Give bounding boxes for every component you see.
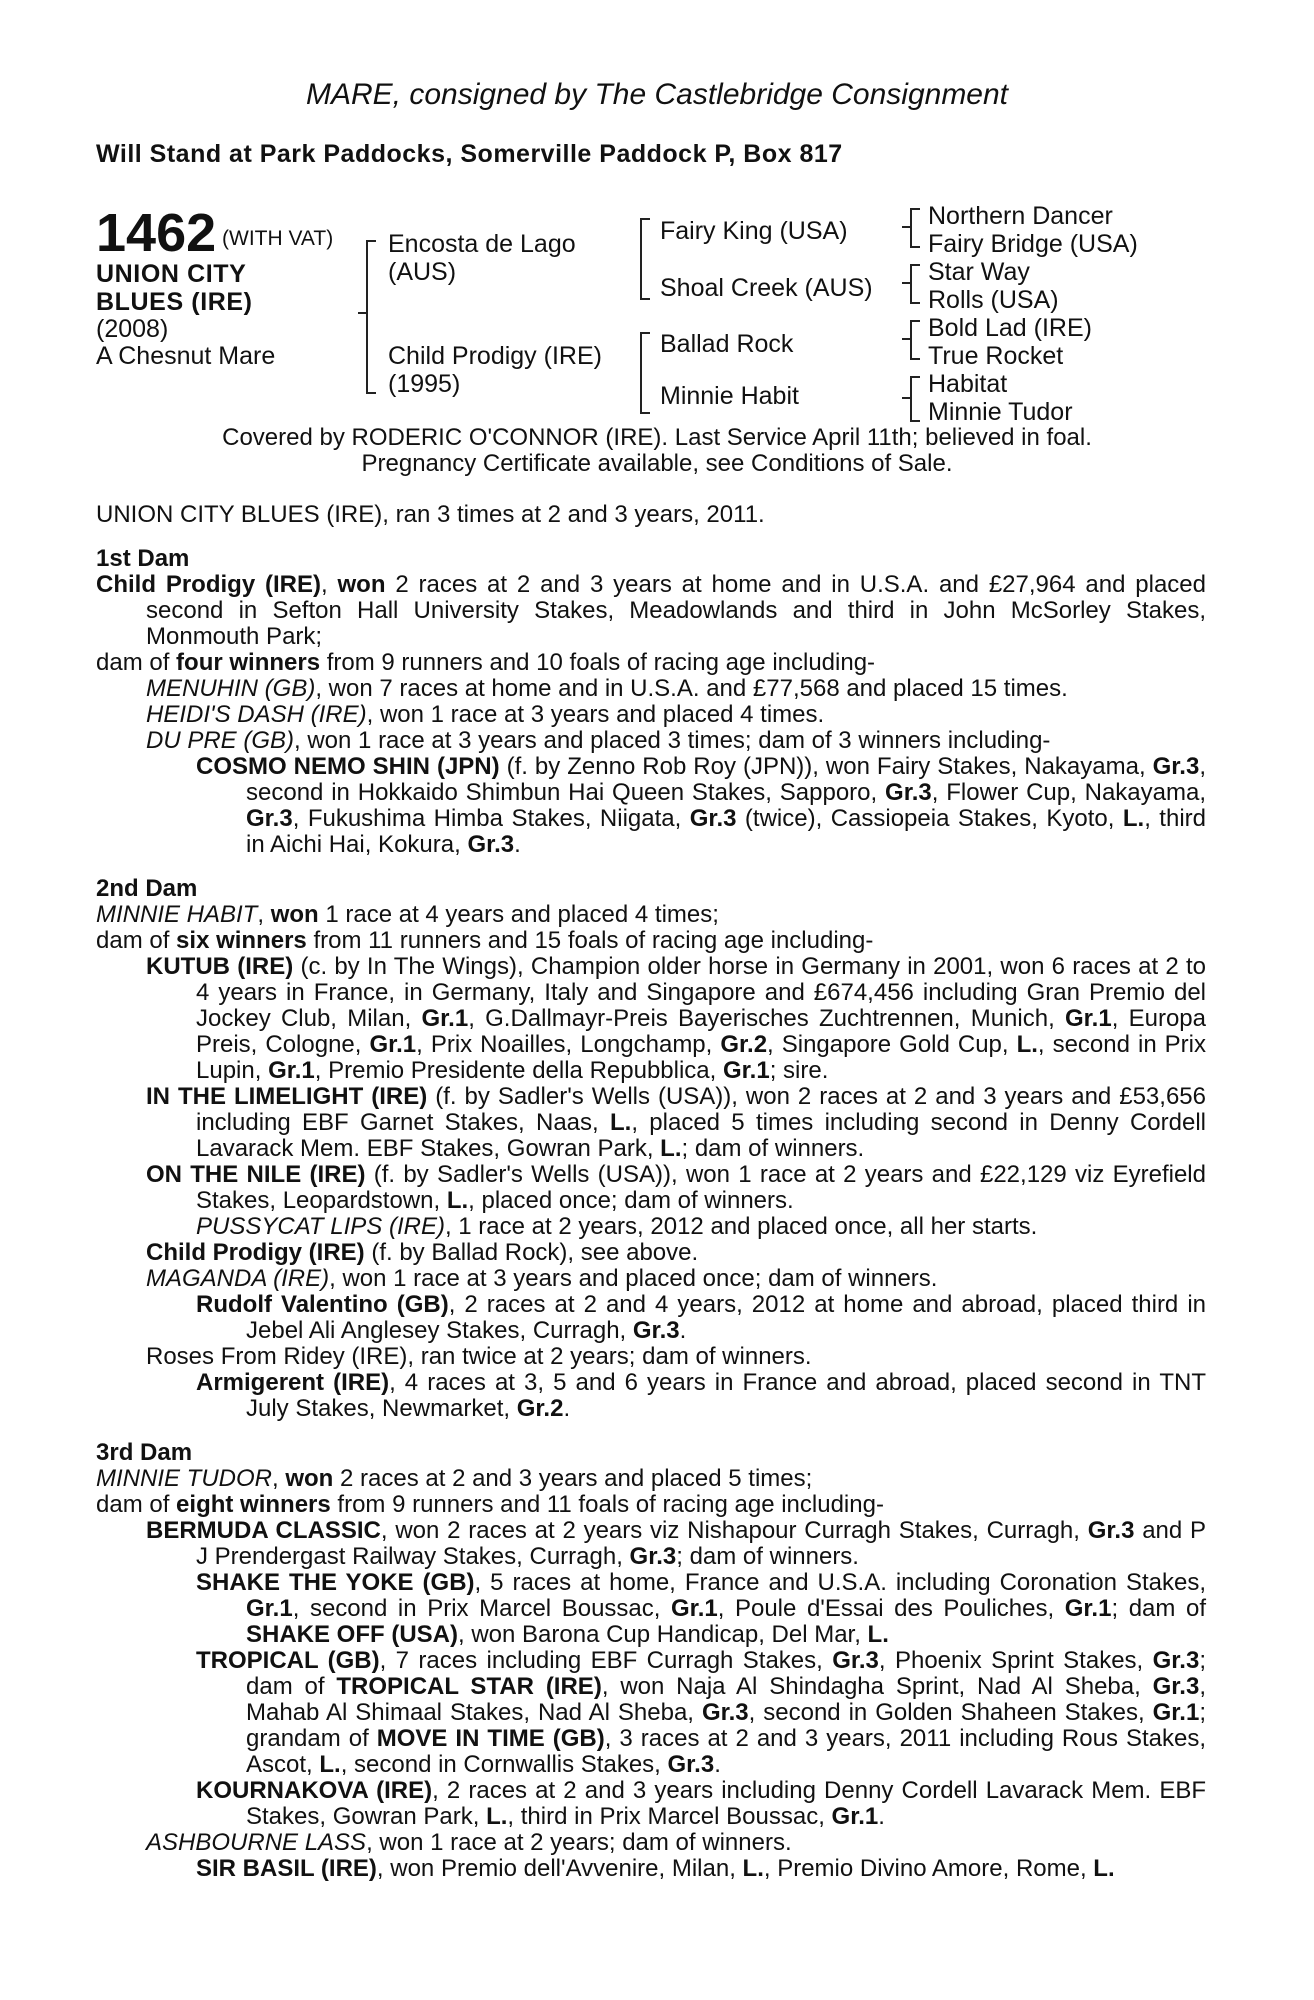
covered-line2: Pregnancy Certificate available, see Conditions of Sale. <box>361 450 953 477</box>
text: , won Naja Al Shindagha Sprint, Nad Al Sheba, <box>601 1673 1153 1700</box>
dam1-heading: 1st Dam <box>96 545 190 572</box>
dam3-dam-of: dam of <box>96 1491 177 1518</box>
grade: Gr.3 <box>667 1751 715 1778</box>
pedigree-brace-g4-tip <box>902 397 910 399</box>
covered-line1: Covered by RODERIC O'CONNOR (IRE). Last Service April 11th; believed in foal. <box>222 424 1092 451</box>
dam2-winners-count: six winners <box>176 927 307 954</box>
text: , 1 race at 2 years, 2012 and placed once, all her starts. <box>444 1213 1038 1240</box>
dam2-heading: 2nd Dam <box>96 875 198 902</box>
text: , 4 races at 3, 5 and 6 years in France and abroad, placed second in TNT July Stakes, Newmarket, <box>246 1369 1206 1422</box>
grade: L. <box>660 1135 682 1162</box>
offspring-heidis-dash <box>96 702 1206 728</box>
pedigree-g6: True Rocket <box>928 342 1064 370</box>
text: . <box>878 1803 885 1830</box>
offspring-bermuda-classic <box>96 1518 1206 1570</box>
pedigree-sire-sire: Fairy King (USA) <box>660 217 848 245</box>
offspring-maganda <box>96 1266 1206 1292</box>
text: ; dam of winners. <box>681 1135 865 1162</box>
pedigree-brace-g2-tip <box>902 282 910 284</box>
offspring-kournakova <box>96 1778 1206 1830</box>
dam3-heading: 3rd Dam <box>96 1439 193 1466</box>
vat-note: (WITH VAT) <box>222 227 334 250</box>
pedigree-brace-tip <box>358 312 366 314</box>
dam2-runners: from 11 runners and 15 foals of racing age including- <box>306 927 874 954</box>
offspring-ashbourne-lass <box>96 1830 1206 1856</box>
dam3-record-text: 2 races at 2 and 3 years and placed 5 times; <box>333 1465 813 1492</box>
stand-location: Will Stand at Park Paddocks, Somerville Paddock P, Box 817 <box>96 140 843 168</box>
horse-name-line2: BLUES (IRE) <box>96 288 253 316</box>
dam1-winners-count: four winners <box>176 649 321 676</box>
text: ; grandam of <box>246 1699 1206 1752</box>
grade: L. <box>867 1621 889 1648</box>
text: (c. by In The Wings), Champion older horse in Germany in 2001, won 6 races at 2 to 4 years in France, in Germany, Italy and Singapore and £674,456 including Gran Premio del Jockey Club, Milan, <box>196 953 1206 1032</box>
pedigree-brace-g4 <box>910 376 920 422</box>
text: ; dam of <box>1111 1595 1206 1622</box>
offspring-name: SHAKE OFF (USA) <box>246 1621 458 1648</box>
offspring-name: ON THE NILE (IRE) <box>146 1161 366 1188</box>
text: . <box>679 1317 687 1344</box>
text: , Fukushima Himba Stakes, Niigata, <box>292 805 690 832</box>
pedigree-g7: Habitat <box>928 370 1008 398</box>
offspring-menuhin <box>96 676 1206 702</box>
offspring-pussycat-lips <box>96 1214 1206 1240</box>
offspring-record: , won 7 races at home and in U.S.A. and £77,568 and placed 15 times. <box>315 675 1068 702</box>
offspring-name: MOVE IN TIME (GB) <box>376 1725 605 1752</box>
grade: Gr.1 <box>268 1057 315 1084</box>
grade: Gr.1 <box>1152 1699 1200 1726</box>
offspring-record: , won 1 race at 3 years and placed 4 times. <box>366 701 825 728</box>
pedigree-sire-origin: (AUS) <box>388 258 457 286</box>
grade: L. <box>1093 1855 1115 1882</box>
dam1-won: won <box>337 571 386 598</box>
dam3-produce-summary <box>96 1492 1206 1518</box>
dam3-name: MINNIE TUDOR <box>96 1465 272 1492</box>
offspring-name: BERMUDA CLASSIC <box>146 1517 381 1544</box>
offspring-record: , won 1 race at 3 years and placed 3 times; dam of 3 winners including- <box>294 727 1051 754</box>
grade: Gr.3 <box>629 1543 677 1570</box>
race-summary: UNION CITY BLUES (IRE), ran 3 times at 2 and 3 years, 2011. <box>96 501 765 528</box>
pedigree-g3: Star Way <box>928 258 1030 286</box>
offspring-du-pre <box>96 728 1206 754</box>
offspring-name: HEIDI'S DASH (IRE) <box>146 701 367 728</box>
text: , 7 races including EBF Curragh Stakes, <box>379 1647 833 1674</box>
pedigree-sire: Encosta de Lago <box>388 230 576 258</box>
offspring-name: Rudolf Valentino (GB) <box>196 1291 449 1318</box>
grade: Gr.1 <box>1064 1595 1112 1622</box>
horse-name-line1: UNION CITY <box>96 260 247 288</box>
grade: L. <box>1016 1031 1038 1058</box>
pedigree-brace-g1 <box>910 208 920 248</box>
text: , second in Cornwallis Stakes, <box>340 1751 668 1778</box>
text: . <box>563 1395 571 1422</box>
text: , Europa Preis, Cologne, <box>196 1005 1206 1058</box>
offspring-child-prodigy <box>96 1240 1206 1266</box>
text: , placed 5 times including second in Denny Cordell Lavarack Mem. EBF Stakes, Gowran Park, <box>196 1109 1206 1162</box>
offspring-in-the-limelight <box>96 1084 1206 1162</box>
dam2-won: won <box>270 901 319 928</box>
text: (f. by Sadler's Wells (USA)), won 1 race at 2 years and £22,129 viz Eyrefield Stakes, Leopardstown, <box>196 1161 1206 1214</box>
text: , 3 races at 2 and 3 years, 2011 including Rous Stakes, Ascot, <box>246 1725 1206 1778</box>
text: ; dam of <box>246 1647 1206 1700</box>
dam1-record-text: 2 races at 2 and 3 years at home and in U.S.A. and £27,964 and placed second in Sefton Hall University Stakes, Meadowlands and third in John McSorley Stakes, Monmouth Park; <box>146 571 1206 650</box>
grade: Gr.1 <box>831 1803 879 1830</box>
offspring-name: ASHBOURNE LASS <box>146 1829 367 1856</box>
pedigree-dam-sire: Ballad Rock <box>660 330 794 358</box>
text: , placed once; dam of winners. <box>468 1187 794 1214</box>
grade: Gr.3 <box>1152 753 1200 780</box>
pedigree-g8: Minnie Tudor <box>928 398 1073 426</box>
grade: Gr.2 <box>720 1031 768 1058</box>
grade: L. <box>742 1855 764 1882</box>
pedigree-brace-g1-tip <box>902 226 910 228</box>
grade: Gr.3 <box>1152 1673 1200 1700</box>
text: , Premio Presidente della Repubblica, <box>314 1057 723 1084</box>
offspring-shake-the-yoke <box>96 1570 1206 1648</box>
offspring-armigerent <box>96 1370 1206 1422</box>
offspring-cosmo-nemo-shin <box>96 754 1206 858</box>
dam1-record: Child Prodigy (IRE), won 2 races at 2 and 3 years at home and in U.S.A. and £27,964 and placed second in Sefton Hall University Stakes, Meadowlands and third in John McSorley Stakes, Monmouth Park; <box>96 571 1206 650</box>
dam3-won: won <box>285 1465 334 1492</box>
text: , Singapore Gold Cup, <box>767 1031 1017 1058</box>
offspring-name: KOURNAKOVA (IRE) <box>196 1777 433 1804</box>
offspring-name: TROPICAL (GB) <box>196 1647 380 1674</box>
text: , won Premio dell'Avvenire, Milan, <box>376 1855 743 1882</box>
text: , Phoenix Sprint Stakes, <box>878 1647 1153 1674</box>
offspring-roses-from-ridey: Roses From Ridey (IRE), ran twice at 2 years; dam of winners. <box>146 1343 812 1370</box>
text: , second in Prix Marcel Boussac, <box>292 1595 672 1622</box>
offspring-name: SIR BASIL (IRE) <box>196 1855 377 1882</box>
offspring-name: SHAKE THE YOKE (GB) <box>196 1569 475 1596</box>
pedigree-brace-g3-tip <box>902 338 910 340</box>
pedigree-brace-sire <box>640 218 650 300</box>
grade: Gr.3 <box>632 1317 680 1344</box>
text: and P J Prendergast Railway Stakes, Curragh, <box>196 1517 1207 1570</box>
grade: Gr.3 <box>246 805 293 832</box>
text: , won Barona Cup Handicap, Del Mar, <box>458 1621 868 1648</box>
grade: Gr.3 <box>1152 1647 1200 1674</box>
dam1-runners: from 9 runners and 10 foals of racing age including- <box>320 649 876 676</box>
dam2-record-text: 1 race at 4 years and placed 4 times; <box>318 901 719 928</box>
text: , won 1 race at 2 years; dam of winners. <box>366 1829 792 1856</box>
grade: L. <box>610 1109 632 1136</box>
offspring-name: KUTUB (IRE) <box>146 953 294 980</box>
pedigree-g1: Northern Dancer <box>928 202 1113 230</box>
dam2-record: MINNIE HABIT, won 1 race at 4 years and placed 4 times; <box>96 901 719 928</box>
offspring-sir-basil <box>96 1856 1206 1882</box>
grade: Gr.1 <box>1064 1005 1112 1032</box>
grade: Gr.3 <box>885 779 932 806</box>
text: ; dam of winners. <box>676 1543 859 1570</box>
grade: Gr.1 <box>723 1057 770 1084</box>
text: . <box>714 1751 721 1778</box>
text: , won 1 race at 3 years and placed once; dam of winners. <box>329 1265 938 1292</box>
text: (f. by Sadler's Wells (USA)), won 2 races at 2 and 3 years and £53,656 including EBF Garnet Stakes, Naas, <box>196 1083 1206 1136</box>
grade: Gr.3 <box>467 831 515 858</box>
offspring-rudolf-valentino <box>96 1292 1206 1344</box>
text: , third in Aichi Hai, Kokura, <box>246 805 1206 858</box>
offspring-name: MENUHIN (GB) <box>146 675 316 702</box>
pedigree-dam: Child Prodigy (IRE) <box>388 342 602 370</box>
pedigree-brace-g3 <box>910 320 920 360</box>
dam1-dam-of: dam of <box>96 649 177 676</box>
pedigree-dam-year: (1995) <box>388 370 461 398</box>
pedigree-g5: Bold Lad (IRE) <box>928 314 1092 342</box>
text: , second in Golden Shaheen Stakes, <box>748 1699 1153 1726</box>
grade: L. <box>446 1187 469 1214</box>
grade: Gr.3 <box>689 805 737 832</box>
grade: L. <box>319 1751 341 1778</box>
pedigree-brace-main <box>366 240 376 394</box>
text: , second in Prix Lupin, <box>196 1031 1207 1084</box>
horse-year: (2008) <box>96 315 169 343</box>
offspring-name: TROPICAL STAR (IRE) <box>336 1673 602 1700</box>
offspring-name: Armigerent (IRE) <box>196 1369 390 1396</box>
grade: Gr.3 <box>1087 1517 1135 1544</box>
dam2-dam-of: dam of <box>96 927 177 954</box>
offspring-tropical <box>96 1648 1206 1778</box>
grade: Gr.3 <box>701 1699 749 1726</box>
text: ; sire. <box>769 1057 829 1084</box>
dam1-produce-summary <box>96 650 1206 676</box>
text: , third in Prix Marcel Boussac, <box>507 1803 832 1830</box>
offspring-name: Child Prodigy (IRE) <box>146 1239 365 1266</box>
text: , 5 races at home, France and U.S.A. including Coronation Stakes, <box>474 1569 1206 1596</box>
pedigree-brace-dam <box>640 332 650 414</box>
pedigree-g4: Rolls (USA) <box>928 286 1059 314</box>
grade: Gr.1 <box>369 1031 417 1058</box>
grade: L. <box>1122 805 1145 832</box>
text: , Poule d'Essai des Pouliches, <box>717 1595 1065 1622</box>
pedigree-sire-dam: Shoal Creek (AUS) <box>660 274 873 302</box>
text: , Premio Divino Amore, Rome, <box>763 1855 1094 1882</box>
dam3-record: MINNIE TUDOR, won 2 races at 2 and 3 years and placed 5 times; <box>96 1465 813 1492</box>
offspring-name: PUSSYCAT LIPS (IRE) <box>196 1213 445 1240</box>
text: , won 2 races at 2 years viz Nishapour Curragh Stakes, Curragh, <box>380 1517 1088 1544</box>
offspring-kutub <box>96 954 1206 1084</box>
text: , Flower Cup, Nakayama, <box>931 779 1206 806</box>
text: , 2 races at 2 and 3 years including Denny Cordell Lavarack Mem. EBF Stakes, Gowran Park, <box>246 1777 1206 1830</box>
grade: L. <box>486 1803 508 1830</box>
text: , G.Dallmayr-Preis Bayerisches Zuchtrennen, Munich, <box>468 1005 1065 1032</box>
offspring-on-the-nile <box>96 1162 1206 1214</box>
dam1-name: Child Prodigy (IRE) <box>96 571 321 598</box>
dam2-name: MINNIE HABIT <box>96 901 258 928</box>
dam3-winners-count: eight winners <box>176 1491 331 1518</box>
grade: Gr.1 <box>246 1595 293 1622</box>
text: (twice), Cassiopeia Stakes, Kyoto, <box>736 805 1123 832</box>
offspring-name: IN THE LIMELIGHT (IRE) <box>146 1083 428 1110</box>
grade: Gr.1 <box>671 1595 718 1622</box>
horse-description: A Chesnut Mare <box>96 342 276 370</box>
pedigree-g2: Fairy Bridge (USA) <box>928 230 1138 258</box>
text: , second in Hokkaido Shimbun Hai Queen Stakes, Sapporo, <box>246 753 1206 806</box>
pedigree-brace-g2 <box>910 264 920 304</box>
dam2-produce-summary <box>96 928 1206 954</box>
dam3-runners: from 9 runners and 11 foals of racing age including- <box>330 1491 884 1518</box>
text: , 2 races at 2 and 4 years, 2012 at home and abroad, placed third in Jebel Ali Anglesey Stakes, Curragh, <box>246 1291 1206 1344</box>
text: (f. by Zenno Rob Roy (JPN)), won Fairy Stakes, Nakayama, <box>499 753 1153 780</box>
text: , Mahab Al Shimaal Stakes, Nad Al Sheba, <box>246 1673 1206 1726</box>
pedigree-dam-dam: Minnie Habit <box>660 382 799 410</box>
offspring-name: MAGANDA (IRE) <box>146 1265 330 1292</box>
grade: Gr.3 <box>832 1647 879 1674</box>
offspring-name: COSMO NEMO SHIN (JPN) <box>196 753 500 780</box>
grade: Gr.1 <box>421 1005 469 1032</box>
page-title: MARE, consigned by The Castlebridge Consignment <box>305 78 1009 111</box>
grade: Gr.2 <box>516 1395 564 1422</box>
text: (f. by Ballad Rock), see above. <box>364 1239 699 1266</box>
pedigree-notes <box>96 502 1206 1882</box>
offspring-name: DU PRE (GB) <box>146 727 295 754</box>
text: . <box>514 831 521 858</box>
text: , Prix Noailles, Longchamp, <box>416 1031 721 1058</box>
lot-number: 1462 <box>96 203 217 263</box>
